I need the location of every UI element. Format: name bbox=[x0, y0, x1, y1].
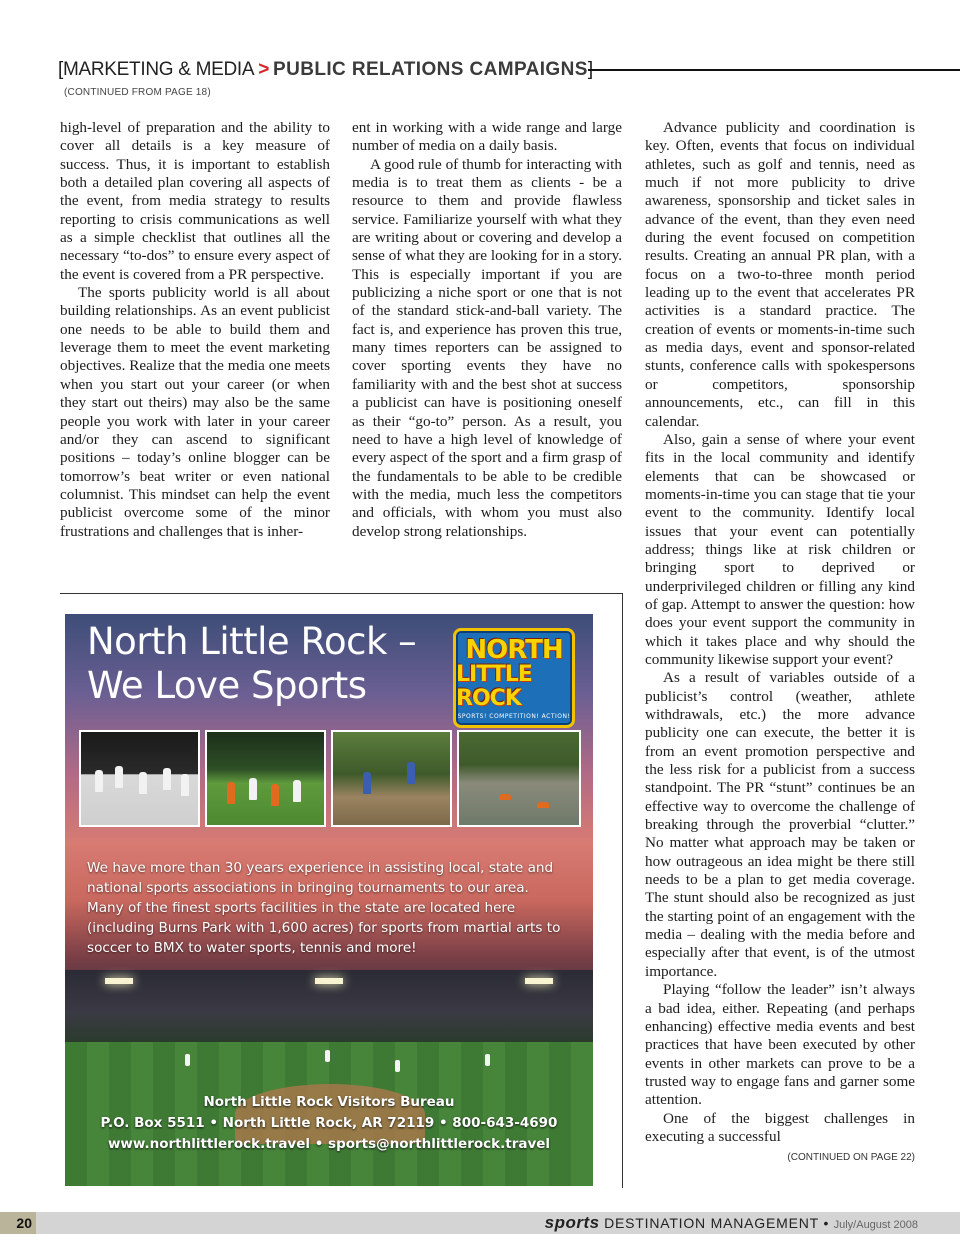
paragraph: Advance publicity and coordination is key. Often, events that focus on individual athletes, such as golf and tennis, need as much if not more publicity to drive awareness, sponsorship and ticket sales in advance of the event, than they even need during the event focused on competition results. Creating an annual PR plan, with a focus on a two-to-three month period leading up to the event that accelerates PR activities is a standard practice. The creation of events or moments-in-time such as media days, event and sponsor-related stunts, conference calls with spokespersons or competitors, sponsorship announcements, etc., can fill in this calendar. bbox=[645, 119, 915, 430]
brand-name: DESTINATION MANAGEMENT bbox=[604, 1215, 819, 1231]
kayak-figure bbox=[537, 802, 549, 808]
kayak-figure bbox=[499, 794, 511, 800]
rider-figure bbox=[407, 762, 415, 784]
athlete-figure bbox=[95, 770, 103, 792]
contact-web-email[interactable]: www.northlittlerock.travel • sports@northlittlerock.travel bbox=[107, 1136, 551, 1152]
ad-body-text: We have more than 30 years experience in assisting local, state and national sports associations in bringing tournaments to our area. Many of the finest sports facilities in the state are located here (including Burns Park with 1,600 acres) for sports from martial arts to soccer to BMX to water sports, tennis and more! bbox=[87, 860, 561, 956]
paragraph: Playing “follow the leader” isn’t always a bad idea, either. Repeating (and perhaps enhancing) effective media events and best practices that have been executed by other events in other markets can prove to be a trusted way to engage fans and garner some attention. bbox=[645, 981, 915, 1109]
section-header bbox=[58, 56, 960, 86]
header-text: [MARKETING & MEDIA > PUBLIC RELATIONS CAMPAIGNS bbox=[58, 59, 588, 80]
article-column-3 bbox=[645, 119, 915, 1168]
bmx-photo bbox=[331, 730, 452, 827]
logo-word-little-rock: LITTLE ROCK bbox=[456, 661, 532, 711]
article-column-2 bbox=[352, 119, 622, 541]
paragraph: Also, gain a sense of where your event fits in the local community and identify elements that can be showcased or moments-in-time you can stage that tie your event to the community. Identify local issues that your event can potentially address; things like at risk children or bringing sport to deprived or underprivileged children or filling any kind of gap. Attempt to answer the question: how does your event support the community in which it takes place and why should the community likewise support your event? bbox=[645, 430, 915, 668]
section-label: MARKETING & MEDIA bbox=[62, 59, 255, 80]
north-little-rock-advertisement[interactable] bbox=[65, 614, 593, 1186]
soccer-photo bbox=[205, 730, 326, 827]
brand-sports: sports bbox=[544, 1213, 600, 1232]
paragraph: The sports publicity world is all about building relationships. As an event publicist one needs to be able to build them and leverage them to meet the event marketing objectives. Realize that the media one meets when you start out your career (or when they start out theirs) may also be the same people you work with later in your career and/or they can ascend to significant positions – today’s online blogger can be tomorrow’s beat writer or even national columnist. This mindset can help the event publicist overcome some of the minor frustrations and challenges that is inher- bbox=[60, 284, 330, 540]
athlete-figure bbox=[139, 772, 147, 794]
ad-headline-line2: We Love Sports bbox=[87, 664, 367, 707]
stadium-light bbox=[315, 978, 343, 984]
ad-headline bbox=[87, 620, 416, 708]
continued-from-note: (CONTINUED FROM PAGE 18) bbox=[64, 87, 211, 98]
player-figure bbox=[227, 782, 235, 804]
paragraph-last-text: One of the biggest challenges in executing a successful bbox=[645, 1109, 915, 1145]
athlete-figure bbox=[163, 768, 171, 790]
baseball-player bbox=[185, 1054, 190, 1066]
paragraph: As a result of variables outside of a publicist’s control (weather, athlete withdrawals, etc.) the more advance publicity one can execute, the better it is from an event promotion perspective and the less risk for a publicist from a success standpoint. The PR “stunt” continues be an effective way to overcome the challenge of breaking through the proverbial “clutter.” No matter what approach may be taken or how outrageous an idea might be there still needs to be a plan to get media coverage. The stunt should also be recognized as just the starting point of an engagement with the media – dealing with the media before and especially after that event, is of the utmost importance. bbox=[645, 669, 915, 980]
kayaking-photo bbox=[457, 730, 581, 827]
paragraph-last bbox=[645, 1109, 915, 1164]
contact-address-phone: P.O. Box 5511 • North Little Rock, AR 72119 • 800-643-4690 bbox=[100, 1115, 558, 1131]
paragraph: ent in working with a wide range and large number of media on a daily basis. bbox=[352, 119, 622, 155]
martial-arts-photo bbox=[79, 730, 200, 827]
ad-frame-side-rule bbox=[622, 593, 623, 1188]
article-category-title: PUBLIC RELATIONS CAMPAIGNS bbox=[273, 59, 588, 80]
logo-word-north: NORTH bbox=[465, 634, 563, 665]
baseball-player bbox=[395, 1060, 400, 1072]
ballpark-stands bbox=[65, 970, 593, 1042]
north-little-rock-logo bbox=[453, 628, 575, 728]
page-footer bbox=[0, 1212, 960, 1234]
stadium-light bbox=[105, 978, 133, 984]
continued-on-note: (CONTINUED ON PAGE 22) bbox=[787, 1152, 915, 1164]
athlete-figure bbox=[181, 774, 189, 796]
player-figure bbox=[293, 780, 301, 802]
article-column-1 bbox=[60, 119, 330, 541]
ad-headline-line1: North Little Rock – bbox=[87, 620, 417, 663]
rider-figure bbox=[363, 772, 371, 794]
baseball-player bbox=[325, 1050, 330, 1062]
header-rule bbox=[588, 69, 960, 71]
player-figure bbox=[271, 784, 279, 806]
paragraph: A good rule of thumb for interacting with media is to treat them as clients - be a resource to them and provide flawless service. Familiarize yourself with what they are writing about or covering and develop a sense of what they are looking for in a story. This is especially important if you are publicizing a niche sport or one that is not of the standard stick-and-ball variety. The fact is, and experience has proven this true, many times reporters can be assigned to cover sporting events they have no familiarity with and the best shot at success a publicist can have is positioning oneself as their “go-to” person. As a result, you need to have a high level of knowledge of every aspect of the sport and a firm grasp of the fundamentals to be able to be credible with the media, much less the competitors and officials, with whom you must also develop strong relationships. bbox=[352, 155, 622, 540]
contact-name: North Little Rock Visitors Bureau bbox=[203, 1094, 455, 1110]
header-separator: > bbox=[258, 59, 270, 80]
baseball-player bbox=[485, 1054, 490, 1066]
visitors-bureau-contact bbox=[65, 1092, 593, 1155]
footer-bullet: • bbox=[823, 1215, 830, 1231]
ad-frame-top-rule bbox=[60, 593, 622, 594]
logo-tagline: SPORTS! COMPETITION! ACTION! bbox=[457, 712, 571, 720]
photo-strip bbox=[79, 730, 581, 830]
player-figure bbox=[249, 778, 257, 800]
stadium-light bbox=[525, 978, 553, 984]
paragraph: high-level of preparation and the ability to cover all details is a key measure of success. Thus, it is important to establish both a detailed plan covering all aspects of the event, from media strategy to results reporting to crisis communications as well as a simple checklist that outlines all the necessary “to-dos” to ensure every aspect of the event is covered from a PR perspective. bbox=[60, 119, 330, 283]
athlete-figure bbox=[115, 766, 123, 788]
magazine-brand bbox=[545, 1212, 918, 1236]
issue-date: July/August 2008 bbox=[833, 1219, 918, 1231]
page-number: 20 bbox=[0, 1212, 36, 1234]
